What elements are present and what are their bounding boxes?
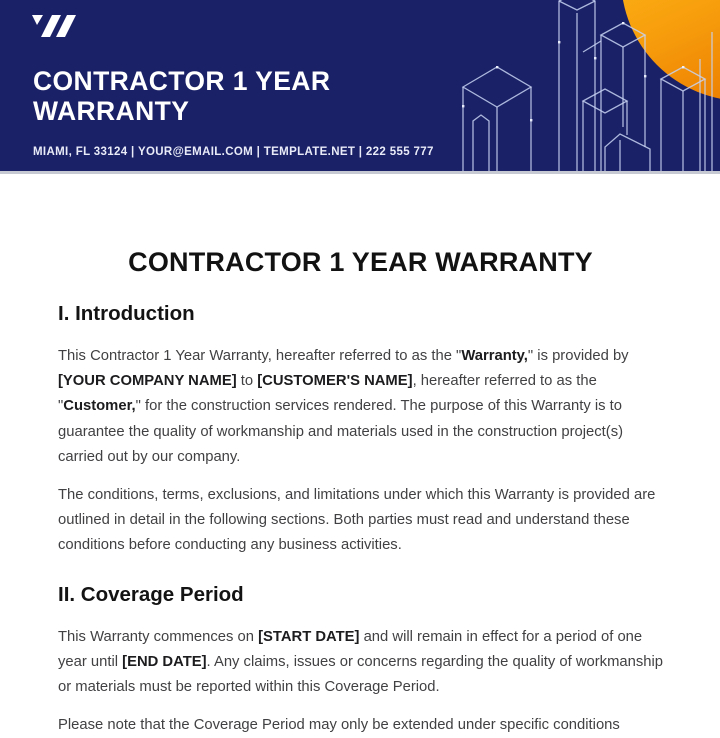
document-body (0, 174, 720, 738)
header-title-line1: CONTRACTOR 1 YEAR (33, 66, 331, 96)
paragraph: Please note that the Coverage Period may only be extended under specific conditions (58, 717, 620, 734)
paragraph: The conditions, terms, exclusions, and limitations under which this Warranty is provided are outlined in detail in the following sections. Both parties must read and understand these conditions before conducting any business activities. (58, 487, 656, 554)
section-heading-introduction: I. Introduction (58, 302, 195, 325)
header-contact-info: MIAMI, FL 33124 | YOUR@EMAIL.COM | TEMPLATE.NET | 222 555 777 (33, 146, 434, 158)
paragraph: This Contractor 1 Year Warranty, hereafter referred to as the "Warranty," is provided by [YOUR COMPANY NAME] to [CUSTOMER'S NAME], hereafter referred to as the "Customer," for the construction services rendered. The purpose of this Warranty is to guarantee the quality of workmanship and materials used in the construction project(s) carried out by our company. (58, 348, 629, 465)
header-title-line2: WARRANTY (33, 96, 190, 126)
paragraph: This Warranty commences on [START DATE] and will remain in effect for a period of one year until [END DATE]. Any claims, issues or concerns regarding the quality of workmanship or materials must be reported within this Coverage Period. (58, 628, 663, 696)
document-header-banner (0, 0, 720, 174)
section-heading-coverage-period: II. Coverage Period (58, 582, 244, 606)
w-logo-icon (32, 14, 78, 38)
isometric-buildings-illustration (455, 0, 720, 171)
header-title (33, 66, 330, 126)
document-title: CONTRACTOR 1 YEAR WARRANTY (128, 247, 593, 277)
